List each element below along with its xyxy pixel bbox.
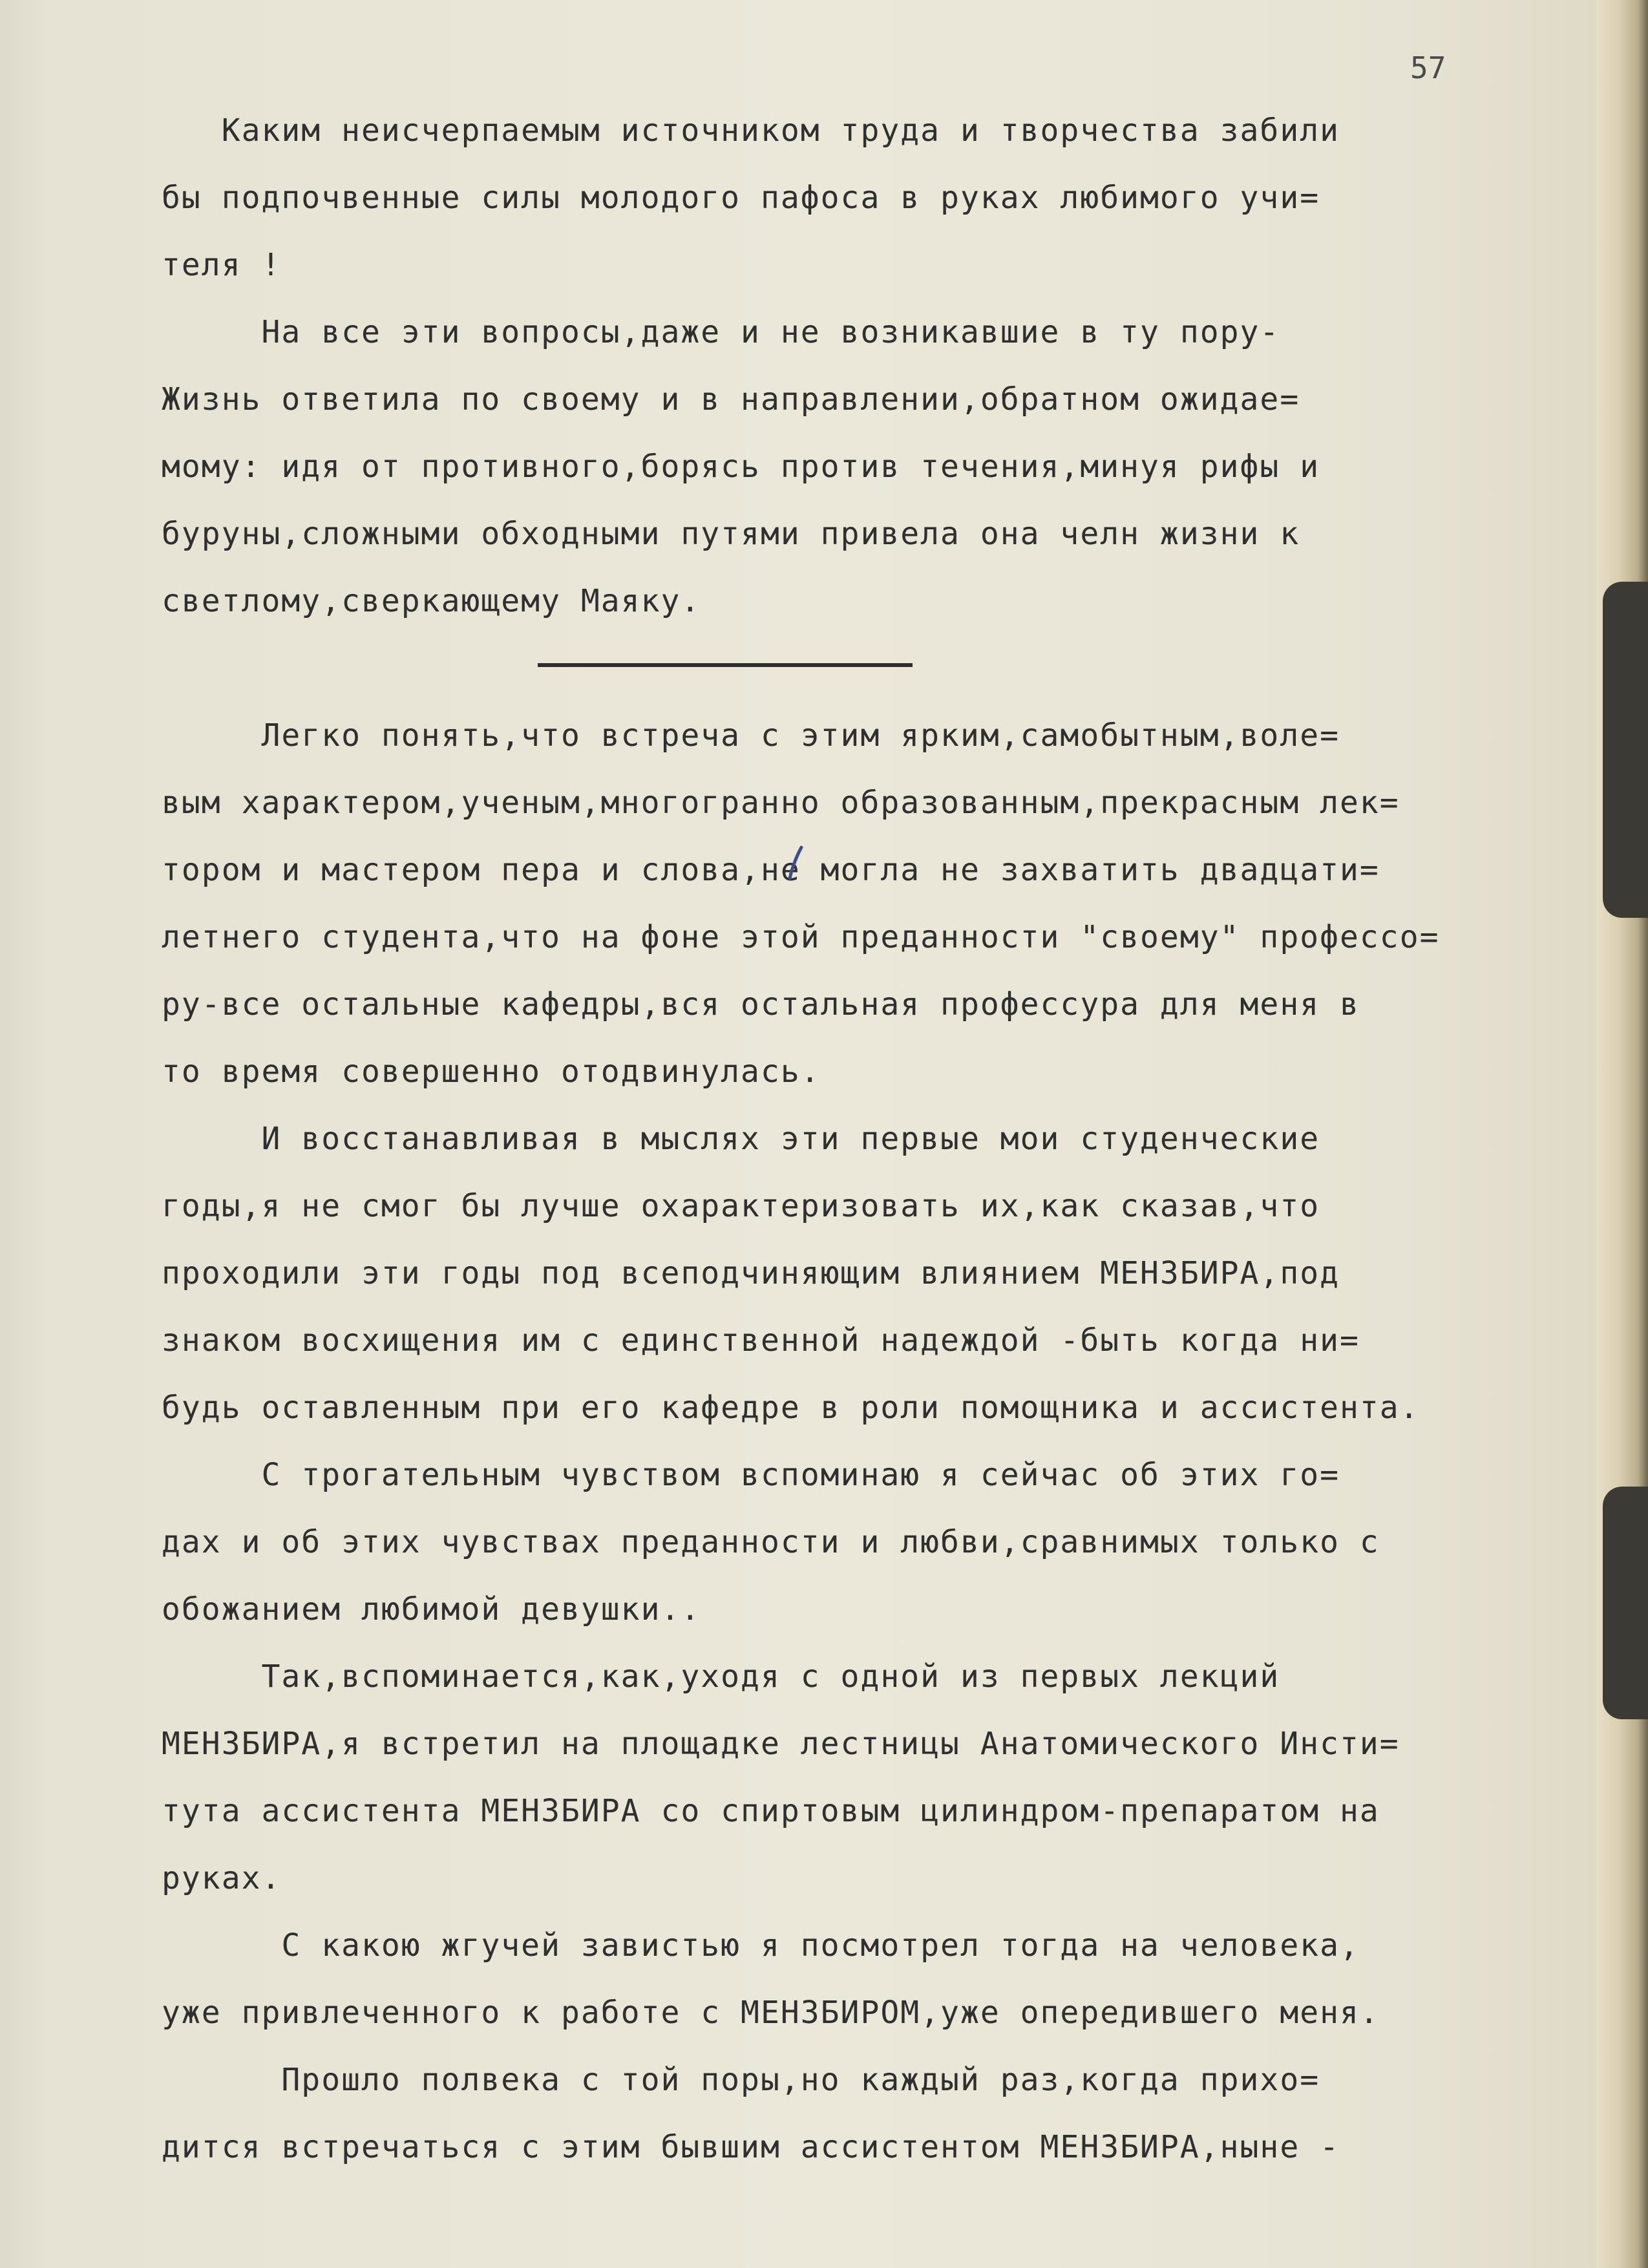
text-line: И восстанавливая в мыслях эти первые мои студенческие <box>162 1121 1320 1157</box>
text-line: Жизнь ответила по своему и в направлении,обратном ожидае= <box>162 381 1300 418</box>
text-line: светлому,сверкающему Маяку. <box>162 583 701 619</box>
text-line: Прошло полвека с той поры,но каждый раз,когда прихо= <box>162 2062 1320 2098</box>
page-edge-damage <box>1603 582 1648 918</box>
text-line: будь оставленным при его кафедре в роли помощника и ассистента. <box>162 1390 1420 1426</box>
text-line <box>162 635 1506 702</box>
typewritten-text <box>162 97 1506 2181</box>
text-line: годы,я не смог бы лучше охарактеризовать их,как сказав,что <box>162 1188 1320 1224</box>
text-line: Каким неисчерпаемым источником труда и творчества забили <box>162 112 1340 149</box>
section-separator <box>538 663 913 667</box>
text-line: дах и об этих чувствах преданности и любви,сравнимых только с <box>162 1524 1380 1560</box>
text-line: тором и мастером пера и слова,не могла не захватить двадцати= <box>162 852 1380 888</box>
text-line: уже привлеченного к работе с МЕНЗБИРОМ,уже опередившего меня. <box>162 1995 1380 2031</box>
text-line: ру-все остальные кафедры,вся остальная профессура для меня в <box>162 986 1360 1023</box>
text-line: Легко понять,что встреча с этим ярким,самобытным,воле= <box>162 717 1340 754</box>
text-line: то время совершенно отодвинулась. <box>162 1054 821 1090</box>
page-edge <box>1596 0 1648 2268</box>
text-line: руках. <box>162 1860 282 1896</box>
text-line: вым характером,ученым,многогранно образованным,прекрасным лек= <box>162 785 1400 821</box>
pen-correction-mark <box>782 843 808 882</box>
text-line: На все эти вопросы,даже и не возникавшие в ту пору- <box>162 314 1280 350</box>
text-line: проходили эти годы под всеподчиняющим влиянием МЕНЗБИРА,под <box>162 1255 1340 1291</box>
text-line: С трогательным чувством вспоминаю я сейчас об этих го= <box>162 1457 1340 1493</box>
text-line: С какою жгучей завистью я посмотрел тогда на человека, <box>162 1927 1360 1964</box>
text-line: летнего студента,что на фоне этой преданности "своему" профессо= <box>162 919 1440 955</box>
text-line: буруны,сложными обходными путями привела она челн жизни к <box>162 516 1300 552</box>
page-edge-damage <box>1603 1487 1648 1719</box>
text-line: МЕНЗБИРА,я встретил на площадке лестницы Анатомического Инсти= <box>162 1726 1400 1762</box>
text-line: мому: идя от противного,борясь против течения,минуя рифы и <box>162 449 1320 485</box>
text-line: знаком восхищения им с единственной надеждой -быть когда ни= <box>162 1322 1360 1359</box>
text-line: дится встречаться с этим бывшим ассистентом МЕНЗБИРА,ныне - <box>162 2129 1340 2165</box>
text-line: тута ассистента МЕНЗБИРА со спиртовым цилиндром-препаратом на <box>162 1793 1380 1829</box>
text-line: обожанием любимой девушки.. <box>162 1591 701 1627</box>
text-line: бы подпочвенные силы молодого пафоса в руках любимого учи= <box>162 180 1320 216</box>
page-number: 57 <box>1410 50 1446 85</box>
text-line: теля ! <box>162 247 282 283</box>
text-line: Так,вспоминается,как,уходя с одной из первых лекций <box>162 1659 1280 1695</box>
